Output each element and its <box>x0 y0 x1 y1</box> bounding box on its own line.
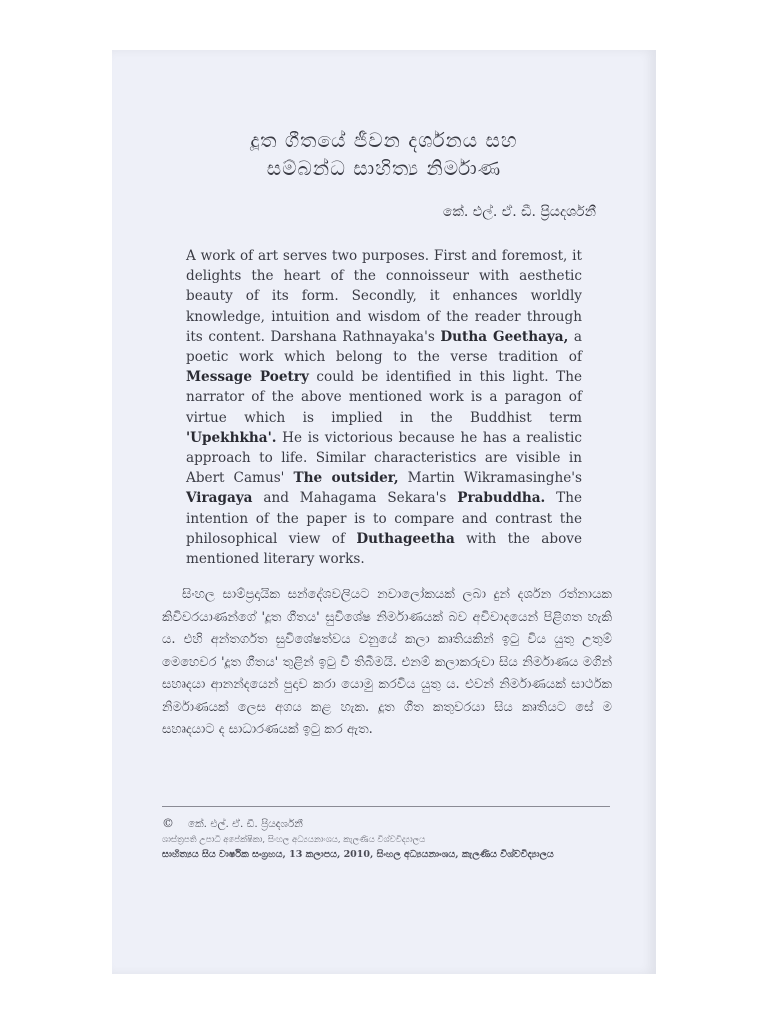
footnote-divider <box>162 806 610 807</box>
abstract-bold-term: Prabuddha. <box>457 490 546 507</box>
abstract-text: a poetic work which belong to the verse tradition of <box>186 328 582 366</box>
abstract-bold-term: 'Upekhkha'. <box>186 429 277 446</box>
page-title <box>112 126 656 182</box>
abstract-bold-term: Viragaya <box>186 490 253 507</box>
copyright-line <box>162 816 612 832</box>
title-line-2: සම්බන්ධ සාහිත්‍ය නිර්මාණ <box>266 156 502 180</box>
abstract-text: Martin Wikramasinghe's <box>398 470 583 487</box>
abstract-text: The intention of the paper is to compare and contrast the philosophical view of <box>186 490 582 547</box>
copyright-name: කේ. එල්. ඒ. ඩී. ප්‍රියදර්ශනී <box>188 818 303 830</box>
abstract-text: with the above mentioned literary works. <box>186 530 582 568</box>
sinhala-body-paragraph: සිංහල සාම්ප්‍රදායික සන්දේශවලියට නවාලෝකයක් ලබා දුන් දර්ශන රත්නායක කිවිවරයාණන්ගේ 'දූත ගීතය' සුවිශේෂ නිර්මාණයක් බව අවිවාදයෙන් පිළිගත හැකි ය. එහි අන්තර්ගත සුවිශේෂත්වය වනුයේ කලා කෘතියකින් ඉටු විය යුතු උතුම් මෙහෙවර 'දූත ගීතය' තුළින් ඉටු වී තිබීමයි. එනම් කලාකරුවා සිය නිර්මාණය මගින් සහෘදයා ආනන්දයෙන් පුදාව කරා යොමු කරවිය යුතු ය. එවන් නිර්මාණයක් සාර්ථක නිර්මාණයක් ලෙස අගය කළ හැක. දූත ගීත කතුවරයා සිය කෘතියට සේ ම සහෘදයාට ද සාධාරණයක් ඉටු කර ඇත. <box>162 587 612 737</box>
author-name: කේ. එල්. ඒ. ඩී. ප්‍රියදර්ශනී <box>442 204 596 220</box>
abstract-text: A work of art serves two purposes. First and foremost, it delights the heart of the connoisseur with aesthetic beauty of its form. Secondly, it enhances worldly knowledge, intuition and wisdom of the reader through its content. Darshana Rathnayaka's <box>186 248 582 345</box>
title-line-1: දූත ගීතයේ ජීවන දර්ශනය සහ <box>250 128 518 152</box>
abstract-text: and Mahagama Sekara's <box>252 490 458 507</box>
copyright-symbol: © <box>162 816 174 830</box>
abstract-text: He is victorious because he has a realistic approach to life. Similar characteristics are visible in Abert Camus' <box>186 429 582 487</box>
abstract-bold-term: Message Poetry <box>186 369 309 386</box>
abstract-bold-term: Duthageetha <box>356 530 455 547</box>
footnotes <box>162 816 612 863</box>
english-abstract <box>186 246 582 569</box>
abstract-text: could be identified in this light. The narrator of the above mentioned work is a paragon of virtue which is implied in the Buddhist term <box>186 369 582 426</box>
publication-note: සාහිත්‍යය සිය වාර්ෂික සංග්‍රහය, 13 කලාපය, 2010, සිංහල අධ්‍යයනාංශය, කැලණිය විශ්වවිද්‍යාලය <box>162 849 554 860</box>
abstract-bold-term: Dutha Geethaya, <box>440 328 569 345</box>
document-page <box>112 50 656 974</box>
abstract-bold-term: The outsider, <box>293 470 399 487</box>
author-affiliation-note: ශාස්ත්‍රපති උපාධි අපේක්ෂිකා, සිංහල අධ්‍යයනාංශය, කැලණිය විශ්වවිද්‍යාලය <box>162 835 426 845</box>
